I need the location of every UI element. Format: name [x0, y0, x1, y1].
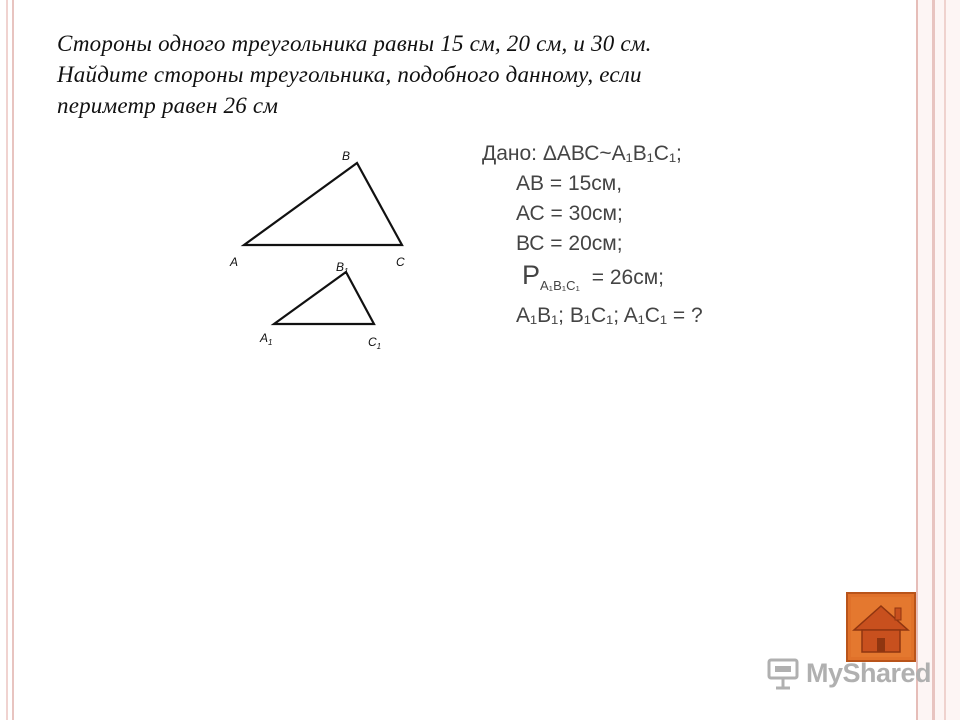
given-line-1: Дано: ΔАВС~A₁B₁C₁;	[482, 142, 682, 165]
projector-icon	[766, 654, 802, 692]
given-perimeter	[522, 260, 664, 291]
given-line-4: ВС = 20см;	[516, 232, 623, 255]
problem-line-1: Стороны одного треугольника равны 15 см, 20 см, и 30 см.	[57, 31, 652, 56]
slide-border-right-line	[932, 0, 935, 720]
vertex-label-c: C	[396, 255, 405, 269]
problem-line-2: Найдите стороны треугольника, подобного данному, если	[57, 62, 642, 87]
perimeter-subscript: A₁B₁C₁	[540, 278, 580, 293]
vertex-label-a1: $A_1$	[260, 331, 273, 347]
slide-border-left-line	[6, 0, 8, 720]
problem-text	[57, 28, 877, 121]
home-icon	[848, 594, 914, 660]
given-line-2: АВ = 15см,	[516, 172, 623, 195]
myshared-logo	[766, 654, 932, 694]
perimeter-value: = 26см;	[591, 266, 664, 289]
slide-border-right	[916, 0, 960, 720]
logo-text: MyShared	[806, 658, 932, 688]
vertex-label-a: A	[230, 255, 239, 269]
slide-border-right-line-2	[944, 0, 946, 720]
vertex-label-b: B	[342, 149, 351, 163]
home-button[interactable]	[846, 592, 916, 662]
given-line-6: A₁B₁; B₁C₁; A₁C₁ = ?	[516, 304, 703, 327]
given-line-3: АС = 30см;	[516, 202, 623, 225]
given-block	[478, 138, 748, 338]
perimeter-symbol: P	[522, 260, 541, 290]
vertex-label-b1: $B_1$	[336, 260, 349, 276]
problem-line-3: периметр равен 26 см	[57, 93, 279, 118]
triangles-figure	[222, 138, 422, 358]
vertex-label-c1: $C_1$	[368, 335, 382, 351]
